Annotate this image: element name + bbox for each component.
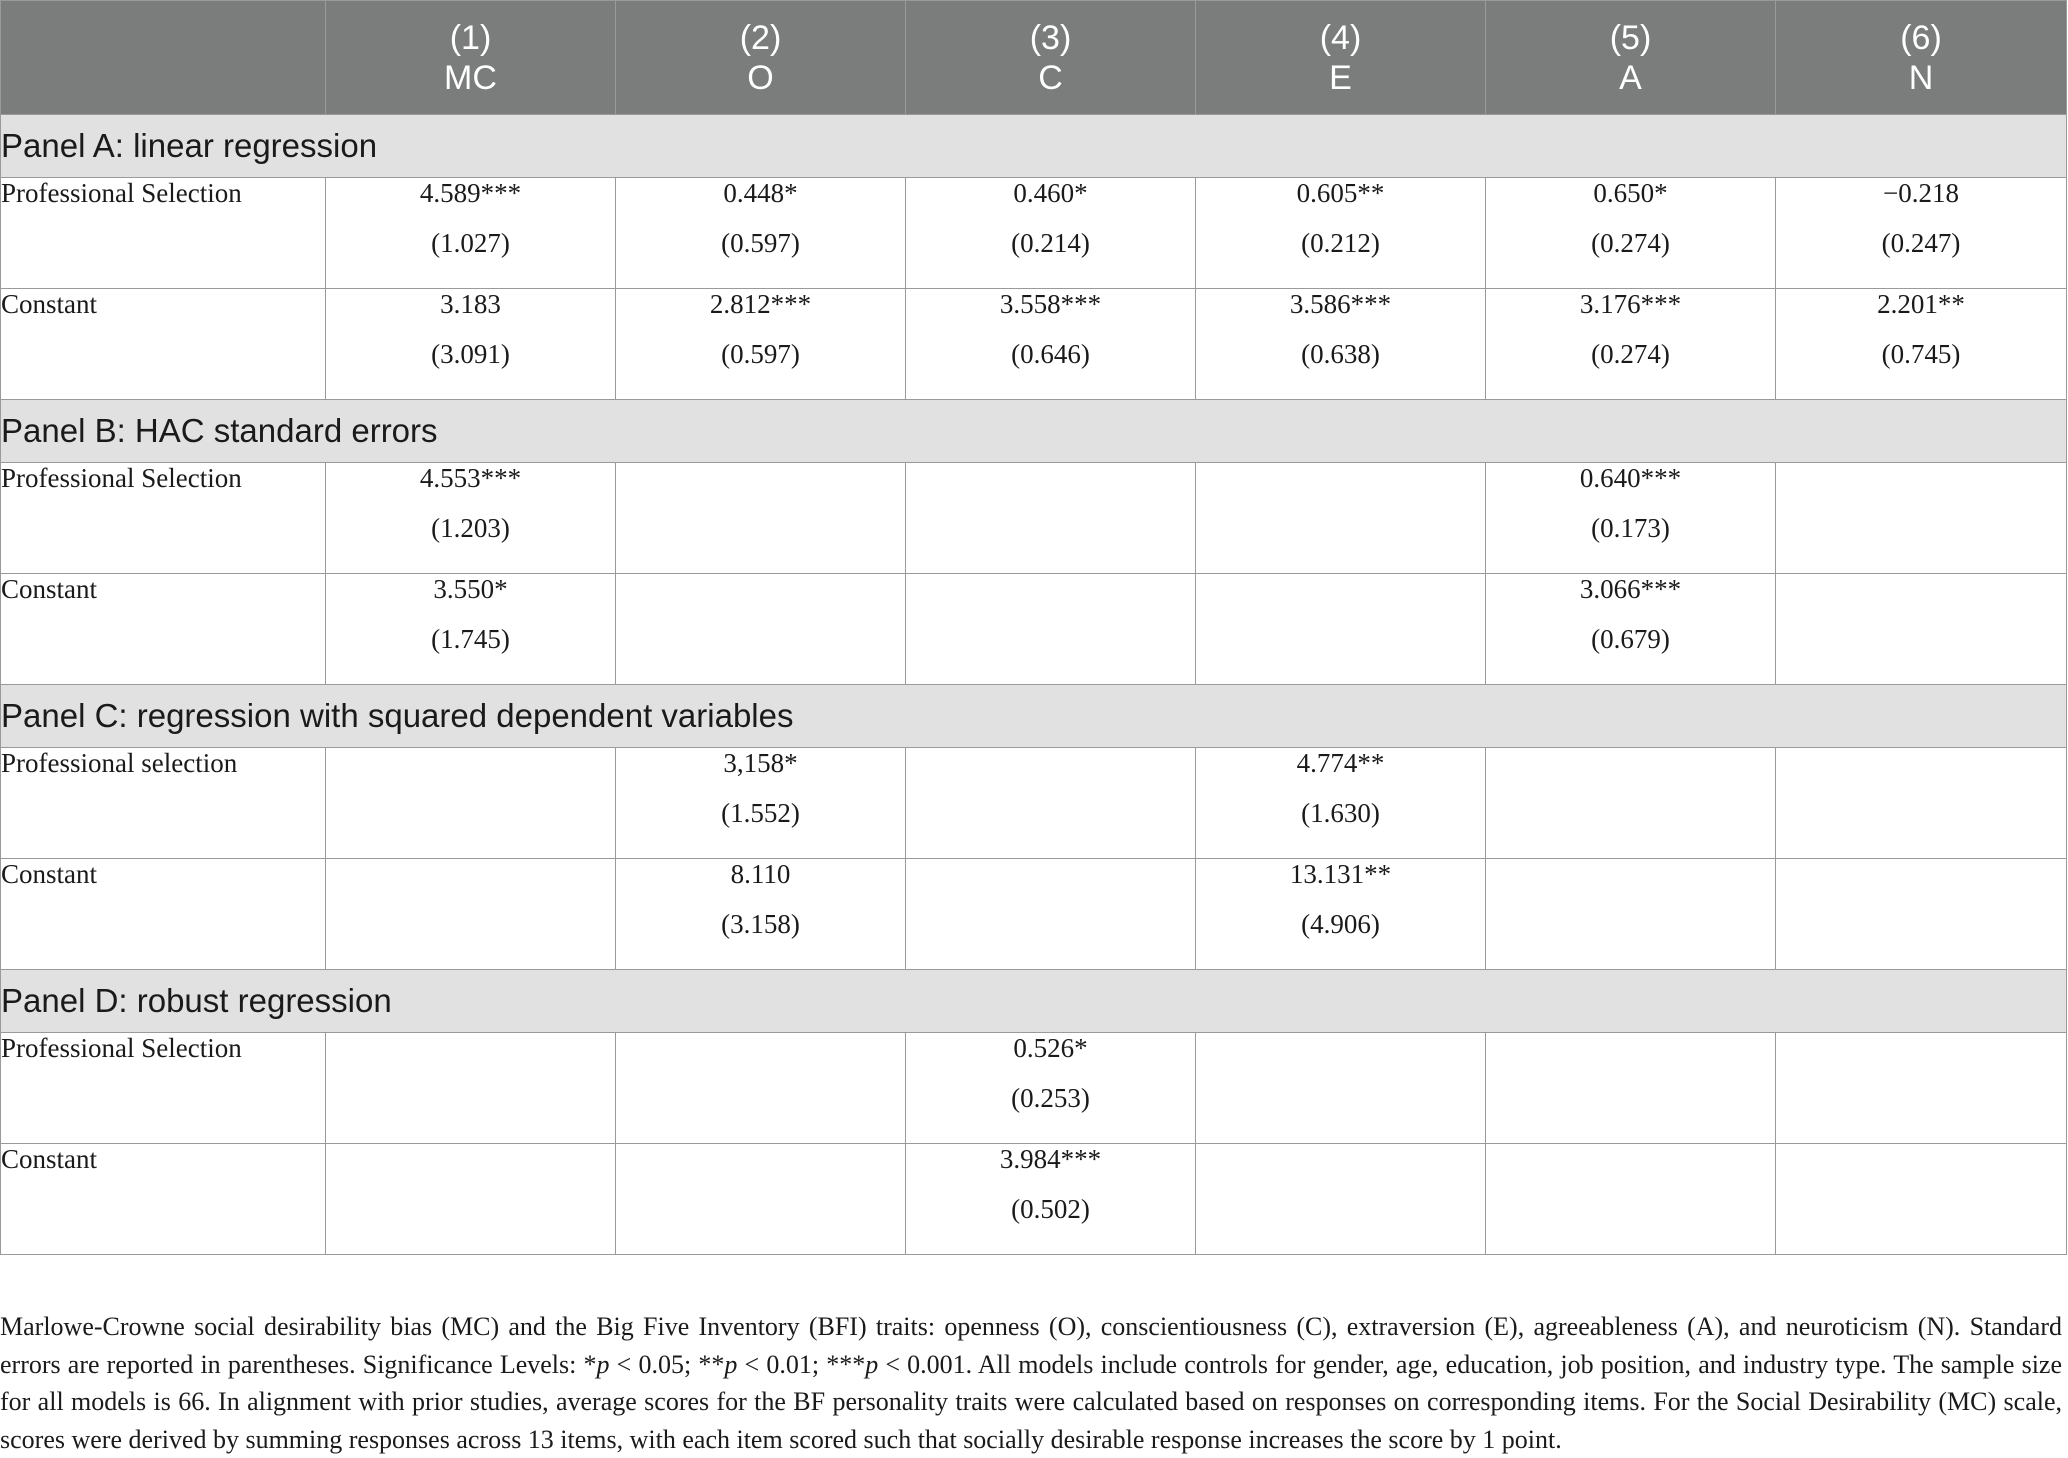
standard-error: (1.630): [1301, 798, 1380, 828]
table-cell: [1486, 1033, 1776, 1144]
table-cell: [616, 574, 906, 685]
coefficient: [326, 1033, 615, 1083]
table-cell: [326, 748, 616, 859]
coefficient: 3.176***: [1579, 289, 1682, 319]
table-cell: [1776, 748, 2067, 859]
table-cell: [1776, 574, 2067, 685]
column-number: (4): [1319, 18, 1362, 57]
panel-header-row: [1, 115, 2067, 178]
table-cell: [906, 1033, 1196, 1144]
table-cell: [906, 463, 1196, 574]
row-label: Professional Selection: [1, 178, 326, 289]
table-cell: [906, 574, 1196, 685]
table-row: [1, 748, 2067, 859]
coefficient: 0.526*: [1013, 1033, 1088, 1063]
coefficient: [1196, 574, 1485, 624]
coefficient: [1196, 1033, 1485, 1083]
table-row: [1, 1144, 2067, 1255]
coefficient: 3,158*: [723, 748, 798, 778]
standard-error: (0.679): [1591, 624, 1670, 654]
coefficient: [326, 1144, 615, 1194]
standard-error: (3.158): [721, 909, 800, 939]
coefficient: [1776, 1144, 2066, 1194]
coefficient: [906, 859, 1195, 909]
row-label: Professional Selection: [1, 463, 326, 574]
coefficient: [326, 859, 615, 909]
table-cell: [906, 748, 1196, 859]
standard-error: (1.027): [431, 228, 510, 258]
table-cell: [1486, 289, 1776, 400]
row-label: Constant: [1, 289, 326, 400]
table-cell: [1196, 1033, 1486, 1144]
column-header: [1486, 1, 1776, 115]
panel-title: Panel D: robust regression: [1, 970, 2067, 1033]
standard-error: (0.247): [1881, 228, 1961, 258]
coefficient: [1486, 859, 1775, 909]
table-row: [1, 574, 2067, 685]
coefficient: [326, 748, 615, 798]
table-cell: [1486, 178, 1776, 289]
panel-title: Panel C: regression with squared dependent variables: [1, 685, 2067, 748]
coefficient: 3.984***: [999, 1144, 1102, 1174]
table-cell: [1486, 463, 1776, 574]
row-label: Constant: [1, 1144, 326, 1255]
table-cell: [326, 1144, 616, 1255]
column-header: [1196, 1, 1486, 115]
table-cell: [906, 289, 1196, 400]
standard-error: (1.552): [721, 798, 800, 828]
standard-error: (3.091): [431, 339, 510, 369]
column-abbr: A: [1619, 58, 1642, 97]
coefficient: [1486, 1033, 1775, 1083]
table-row: [1, 1033, 2067, 1144]
table-cell: [1776, 178, 2067, 289]
table-cell: [1486, 574, 1776, 685]
column-number: (3): [1029, 18, 1072, 57]
table-row: [1, 463, 2067, 574]
coefficient: [906, 574, 1195, 624]
column-abbr: E: [1329, 58, 1352, 97]
column-header: [616, 1, 906, 115]
standard-error: (0.646): [1011, 339, 1090, 369]
coefficient: [1486, 1144, 1775, 1194]
coefficient: [1776, 463, 2066, 513]
column-number: (1): [449, 18, 492, 57]
column-abbr: C: [1038, 58, 1063, 97]
table-cell: [616, 1033, 906, 1144]
coefficient: [1486, 748, 1775, 798]
table-cell: [1776, 289, 2067, 400]
table-cell: [326, 1033, 616, 1144]
column-abbr: O: [747, 58, 774, 97]
table-row: [1, 859, 2067, 970]
coefficient: 0.605**: [1296, 178, 1385, 208]
table-cell: [906, 859, 1196, 970]
coefficient: [906, 748, 1195, 798]
table-cell: [326, 463, 616, 574]
table-cell: [1196, 289, 1486, 400]
column-header: [1776, 1, 2067, 115]
coefficient: 0.448*: [723, 178, 798, 208]
coefficient: [616, 574, 905, 624]
coefficient: 0.640***: [1579, 463, 1682, 493]
coefficient: 4.774**: [1296, 748, 1385, 778]
table-cell: [1486, 859, 1776, 970]
standard-error: (0.745): [1881, 339, 1961, 369]
table-cell: [326, 289, 616, 400]
standard-error: (0.597): [721, 228, 800, 258]
standard-error: (1.745): [431, 624, 510, 654]
standard-error: (0.212): [1301, 228, 1380, 258]
coefficient: [616, 1033, 905, 1083]
table-cell: [1776, 1144, 2067, 1255]
column-abbr: MC: [444, 58, 497, 97]
table-cell: [1776, 859, 2067, 970]
table-cell: [1776, 1033, 2067, 1144]
table-cell: [616, 859, 906, 970]
column-number: (6): [1900, 18, 1942, 57]
table-cell: [1486, 1144, 1776, 1255]
row-label: Constant: [1, 859, 326, 970]
table-cell: [616, 748, 906, 859]
table-cell: [1196, 1144, 1486, 1255]
coefficient: 2.201**: [1877, 289, 1965, 319]
column-header: [906, 1, 1196, 115]
table-cell: [1196, 574, 1486, 685]
table-cell: [326, 178, 616, 289]
table-cell: [616, 1144, 906, 1255]
standard-error: (0.274): [1591, 228, 1670, 258]
coefficient: 3.066***: [1579, 574, 1682, 604]
table-row: [1, 289, 2067, 400]
table-cell: [616, 463, 906, 574]
table-cell: [616, 289, 906, 400]
coefficient: 0.650*: [1593, 178, 1668, 208]
table-cell: [326, 574, 616, 685]
table-row: [1, 178, 2067, 289]
coefficient: [616, 1144, 905, 1194]
coefficient: [1196, 1144, 1485, 1194]
column-number: (5): [1609, 18, 1652, 57]
standard-error: (0.638): [1301, 339, 1380, 369]
column-header-row: [1, 1, 2067, 115]
table-cell: [616, 178, 906, 289]
header-corner: [1, 1, 326, 115]
coefficient: [616, 463, 905, 513]
coefficient: [1776, 859, 2066, 909]
table-cell: [1486, 748, 1776, 859]
coefficient: 2.812***: [709, 289, 812, 319]
standard-error: (4.906): [1301, 909, 1380, 939]
row-label: Professional selection: [1, 748, 326, 859]
table-cell: [1196, 748, 1486, 859]
panel-header-row: [1, 400, 2067, 463]
standard-error: (0.597): [721, 339, 800, 369]
table-body: [1, 115, 2067, 1255]
table-cell: [1196, 859, 1486, 970]
table-cell: [1776, 463, 2067, 574]
coefficient: [1776, 748, 2066, 798]
panel-header-row: [1, 970, 2067, 1033]
row-label: Constant: [1, 574, 326, 685]
table-cell: [1196, 463, 1486, 574]
coefficient: −0.218: [1883, 178, 1959, 208]
coefficient: [1196, 463, 1485, 513]
coefficient: 3.550*: [433, 574, 508, 604]
standard-error: (0.173): [1591, 513, 1670, 543]
coefficient: 3.586***: [1289, 289, 1392, 319]
column-header: [326, 1, 616, 115]
coefficient: [906, 463, 1195, 513]
coefficient: 3.183: [440, 289, 501, 319]
table-footnote: Marlowe-Crowne social desirability bias (MC) and the Big Five Inventory (BFI) traits: openness (O), conscientiousness (C), extraversion (E), agreeableness (A), and neuroticism (N). Standard errors are reported in parentheses. Significance Levels: *p < 0.05; **p < 0.01; ***p < 0.001. All models include controls for gender, age, education, job position, and industry type. The sample size for all models is 66. In alignment with prior studies, average scores for the BF personality traits were calculated based on responses on corresponding items. For the Social Desirability (MC) scale, scores were derived by summing responses across 13 items, with each item scored such that socially desirable response increases the score by 1 point.: [0, 1312, 2062, 1454]
standard-error: (0.214): [1011, 228, 1090, 258]
coefficient: 3.558***: [999, 289, 1102, 319]
column-number: (2): [739, 18, 782, 57]
table-cell: [906, 178, 1196, 289]
coefficient: 8.110: [730, 859, 791, 889]
standard-error: (1.203): [431, 513, 510, 543]
coefficient: [1776, 1033, 2066, 1083]
table-cell: [326, 859, 616, 970]
coefficient: 4.553***: [419, 463, 522, 493]
panel-header-row: [1, 685, 2067, 748]
coefficient: 4.589***: [419, 178, 522, 208]
standard-error: (0.274): [1591, 339, 1670, 369]
table-cell: [906, 1144, 1196, 1255]
column-abbr: N: [1908, 58, 1934, 97]
row-label: Professional Selection: [1, 1033, 326, 1144]
coefficient: [1776, 574, 2066, 624]
coefficient: 13.131**: [1289, 859, 1392, 889]
standard-error: (0.253): [1011, 1083, 1090, 1113]
table-cell: [1196, 178, 1486, 289]
coefficient: 0.460*: [1013, 178, 1088, 208]
standard-error: (0.502): [1011, 1194, 1090, 1224]
panel-title: Panel B: HAC standard errors: [1, 400, 2067, 463]
panel-title: Panel A: linear regression: [1, 115, 2067, 178]
